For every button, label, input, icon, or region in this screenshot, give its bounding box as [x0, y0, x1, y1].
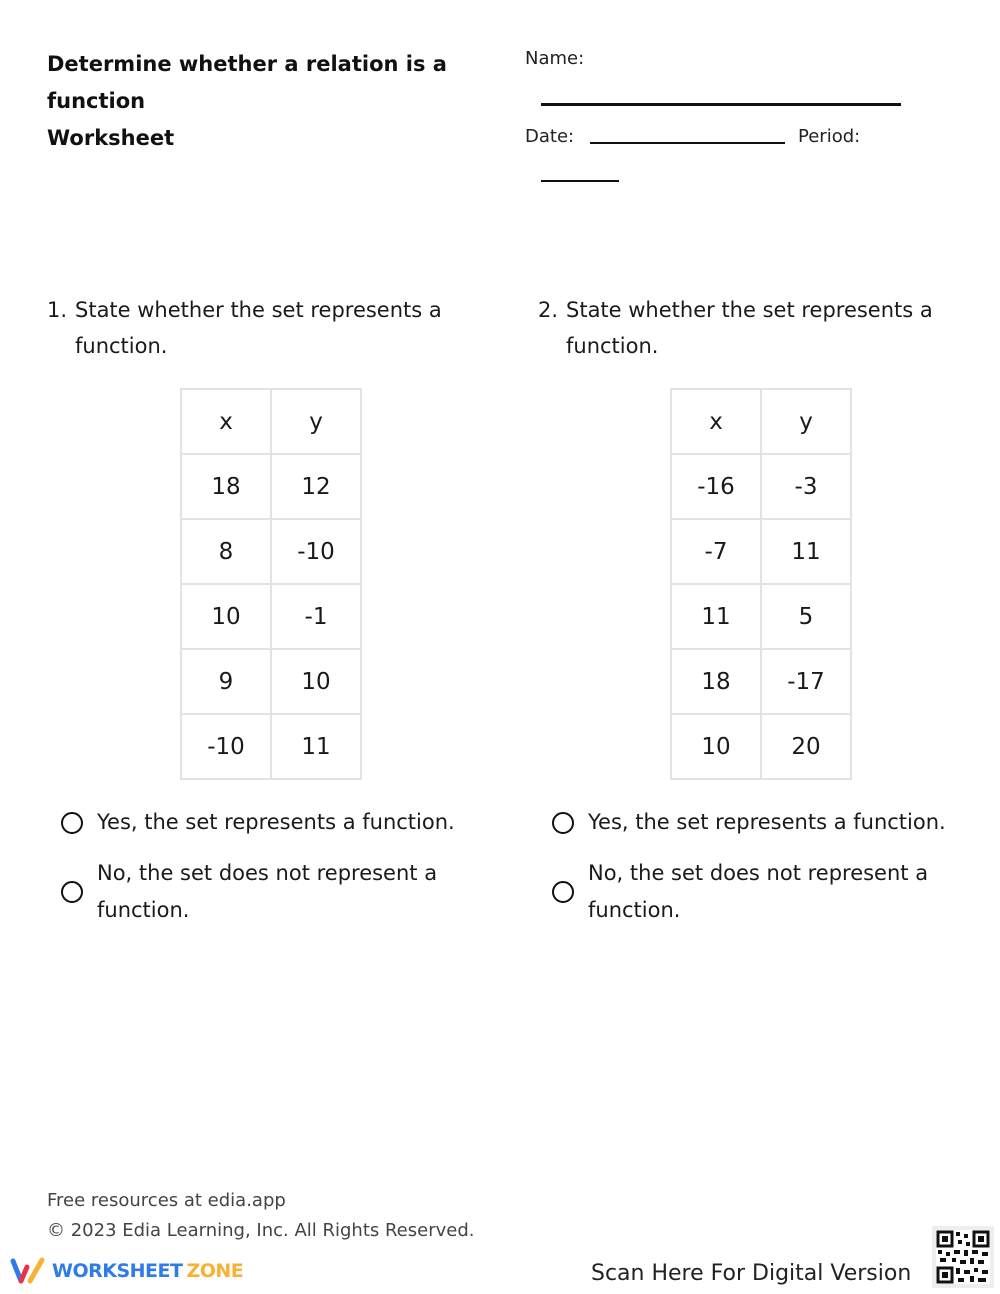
cell-x: 10 [181, 584, 271, 649]
cell-y: 12 [271, 454, 361, 519]
cell-x: 11 [671, 584, 761, 649]
choice-label: No, the set does not represent a function. [97, 861, 438, 922]
choice-label: Yes, the set represents a function. [588, 810, 946, 834]
cell-y: -10 [271, 519, 361, 584]
question-prompt [47, 292, 487, 364]
table-row [181, 649, 361, 714]
question-1 [47, 292, 487, 922]
table-row [181, 519, 361, 584]
choice-no[interactable] [61, 855, 481, 929]
cell-y: -17 [761, 649, 851, 714]
cell-x: -10 [181, 714, 271, 779]
qr-code-icon[interactable] [932, 1226, 994, 1288]
table-header-row [671, 389, 851, 454]
choice-label: No, the set does not represent a function. [588, 861, 929, 922]
header-x: x [181, 389, 271, 454]
question-prompt [538, 292, 978, 364]
date-label: Date: [525, 126, 575, 147]
title-line-3: Worksheet [47, 126, 175, 150]
radio-button[interactable] [61, 812, 83, 834]
question-number: 1. [47, 298, 68, 322]
name-label: Name: [525, 48, 585, 69]
radio-button[interactable] [61, 881, 83, 903]
cell-x: 10 [671, 714, 761, 779]
question-2 [538, 292, 978, 922]
cell-y: -1 [271, 584, 361, 649]
choice-yes[interactable] [552, 804, 972, 841]
header-y: y [271, 389, 361, 454]
radio-button[interactable] [552, 881, 574, 903]
radio-button[interactable] [552, 812, 574, 834]
answer-choices [552, 804, 972, 943]
title-line-2: function [47, 89, 146, 113]
table-row [181, 584, 361, 649]
choice-no[interactable] [552, 855, 972, 929]
table-row [671, 454, 851, 519]
answer-choices [61, 804, 481, 943]
logo-word-worksheet: WORKSHEET [52, 1260, 183, 1282]
question-text: State whether the set represents a function. [566, 298, 933, 358]
table-header-row [181, 389, 361, 454]
cell-x: 18 [671, 649, 761, 714]
table-row [671, 584, 851, 649]
header-x: x [671, 389, 761, 454]
period-label: Period: [798, 126, 861, 147]
date-field-line[interactable] [590, 142, 785, 144]
cell-x: 8 [181, 519, 271, 584]
cell-x: -16 [671, 454, 761, 519]
title-line-1: Determine whether a relation is a [47, 52, 447, 76]
choice-yes[interactable] [61, 804, 481, 841]
cell-y: -3 [761, 454, 851, 519]
table-row [671, 714, 851, 779]
table-row [181, 714, 361, 779]
period-field-line[interactable] [541, 180, 619, 182]
cell-x: 9 [181, 649, 271, 714]
copyright-text: © 2023 Edia Learning, Inc. All Rights Reserved. [47, 1220, 475, 1241]
name-field-line[interactable] [541, 103, 901, 106]
logo-w-icon [10, 1257, 46, 1285]
table-row [181, 454, 361, 519]
scan-text: Scan Here For Digital Version [591, 1261, 912, 1286]
cell-y: 20 [761, 714, 851, 779]
cell-y: 11 [761, 519, 851, 584]
cell-y: 11 [271, 714, 361, 779]
cell-x: 18 [181, 454, 271, 519]
table-row [671, 519, 851, 584]
header-y: y [761, 389, 851, 454]
worksheet-title [47, 46, 467, 157]
question-number: 2. [538, 298, 559, 322]
cell-y: 10 [271, 649, 361, 714]
table-row [671, 649, 851, 714]
resources-link[interactable]: Free resources at edia.app [47, 1190, 286, 1211]
choice-label: Yes, the set represents a function. [97, 810, 455, 834]
cell-x: -7 [671, 519, 761, 584]
footer [47, 1186, 474, 1246]
question-text: State whether the set represents a function. [75, 298, 442, 358]
worksheet-zone-logo[interactable] [10, 1257, 243, 1285]
cell-y: 5 [761, 584, 851, 649]
logo-word-zone: ZONE [186, 1260, 244, 1282]
relation-table [180, 388, 362, 780]
relation-table [670, 388, 852, 780]
